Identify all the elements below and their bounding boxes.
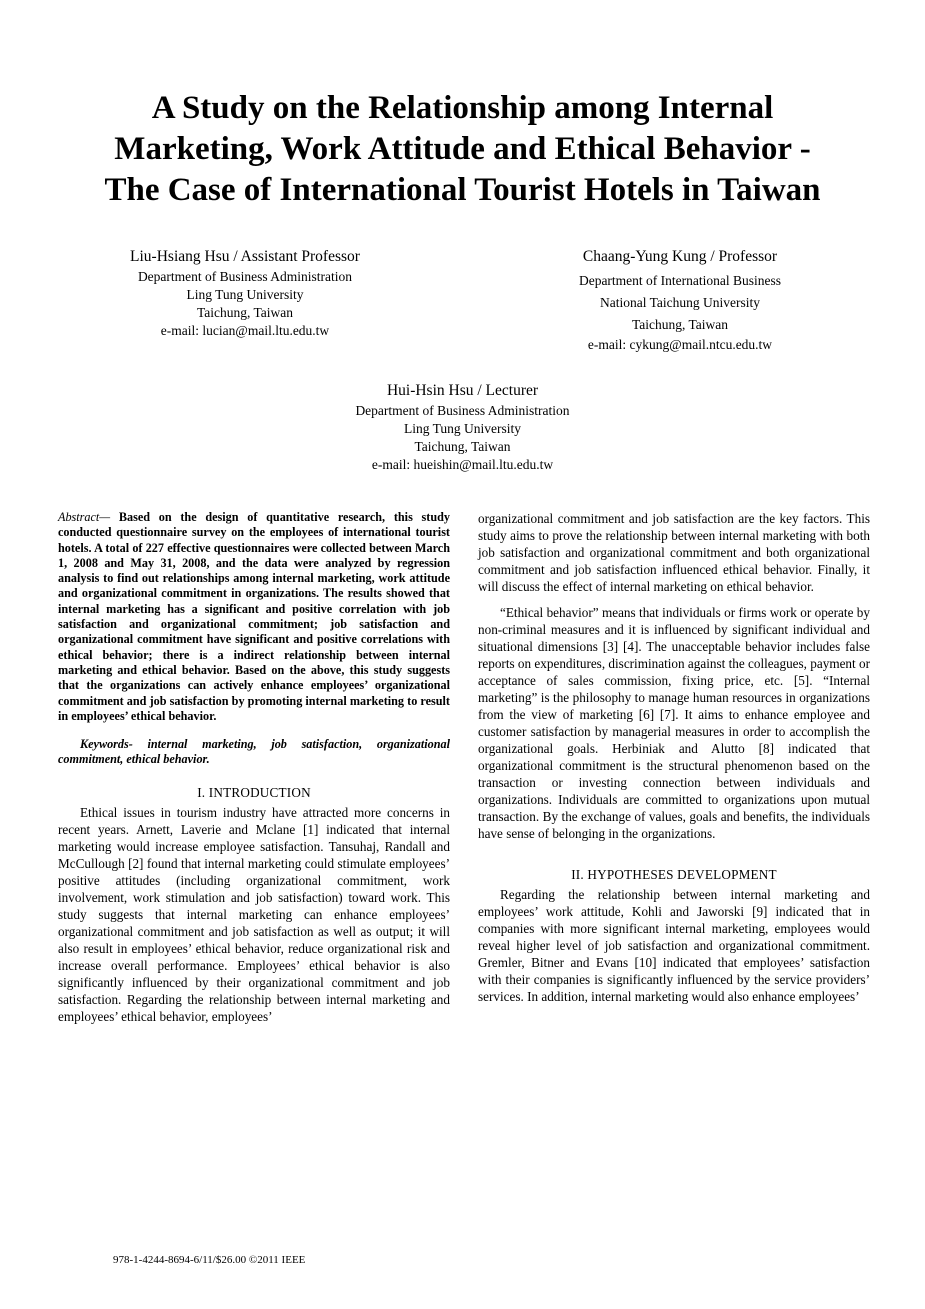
title-line: The Case of International Tourist Hotels in Taiwan bbox=[104, 172, 821, 208]
author-email: e-mail: cykung@mail.ntcu.edu.tw bbox=[587, 337, 773, 352]
author-department: Department of International Business bbox=[578, 273, 782, 288]
paragraph: “Ethical behavior” means that individuals or firms work or operate by non-criminal measures and it is influenced by significant individual and situational dimensions [3] [4]. The unacceptable behavior includes false reports on expenditures, discrimination against the colleagues, payment or acceptance of sales commission, fixing price, etc. [5]. “Internal marketing” is the philosophy to manage human resources in organizations from the view of marketing [6] [7]. It aims to enhance employee and customer satisfaction by managerial measures in order to accomplish the organizational goals. Herbiniak and Alutto [8] indicated that organizational commitment is the structural phenomenon based on the transaction or investing connection between individuals and organizations. Individuals are committed to organizations upon mutual transaction. By the exchange of values, goals and benefits, the individuals have sense of belonging in the organizations. bbox=[478, 605, 870, 841]
author-location: Taichung, Taiwan bbox=[631, 317, 729, 332]
paper-title bbox=[40, 88, 885, 211]
keywords: Keywords- internal marketing, job satisfaction, organizational commitment, ethical behavior. bbox=[58, 737, 450, 767]
paragraph: Ethical issues in tourism industry have attracted more concerns in recent years. Arnett, Laverie and Mclane [1] indicated that internal marketing would increase employee satisfaction. Tansuhaj, Randall and McCullough [2] found that internal marketing could stimulate employees’ positive attitudes (including organizational commitment, work involvement, work stimulation and job satisfaction) toward work. This study suggests that internal marketing can enhance employees’ organizational commitment and job satisfaction as well as output; it will also result in employees’ ethical behavior, reduce organizational risk and increase overall performance. Employees’ ethical behavior is also significantly influenced by their organizational commitment and job satisfaction. Regarding the relationship between internal marketing and employees’ ethical behavior, employees’ bbox=[58, 804, 450, 1024]
author-email: e-mail: lucian@mail.ltu.edu.tw bbox=[160, 323, 330, 338]
paragraph: organizational commitment and job satisfaction are the key factors. This study aims to prove the relationship between internal marketing with both job satisfaction and organizational commitment and both organizational commitment and job satisfaction influenced ethical behavior. Finally, it will discuss the effect of internal marketing on ethical behavior. bbox=[478, 511, 870, 594]
paragraph: Regarding the relationship between internal marketing and employees’ work attitude, Kohli and Jaworski [9] indicated that in companies with more significant internal marketing, employees would reveal higher level of job satisfaction and organizational commitment. Gremler, Bitner and Evans [10] indicated that employees’ satisfaction with their companies is significantly influenced by the service providers’ services. In addition, internal marketing would also enhance employees’ bbox=[478, 887, 870, 1004]
left-column bbox=[58, 510, 450, 1025]
author-department: Department of Business Administration bbox=[355, 403, 570, 418]
author-university: Ling Tung University bbox=[186, 287, 304, 302]
author-university: National Taichung University bbox=[599, 295, 761, 310]
author-block-2 bbox=[525, 246, 835, 354]
author-name: Hui-Hsin Hsu / Lecturer bbox=[386, 382, 539, 399]
author-department: Department of Business Administration bbox=[137, 269, 353, 284]
author-email: e-mail: hueishin@mail.ltu.edu.tw bbox=[371, 457, 554, 472]
section-heading-hypotheses: II. HYPOTHESES DEVELOPMENT bbox=[571, 867, 777, 882]
section-heading-introduction: I. INTRODUCTION bbox=[197, 784, 311, 800]
abstract-label: Abstract— bbox=[58, 510, 111, 524]
author-block-1 bbox=[90, 246, 400, 340]
right-column bbox=[478, 510, 870, 1005]
abstract bbox=[58, 510, 450, 724]
author-name: Chaang-Yung Kung / Professor bbox=[582, 248, 778, 265]
author-block-3 bbox=[300, 380, 625, 474]
author-university: Ling Tung University bbox=[403, 421, 522, 436]
title-line: A Study on the Relationship among Internal bbox=[151, 90, 774, 126]
copyright-footer: 978-1-4244-8694-6/11/$26.00 ©2011 IEEE bbox=[113, 1254, 306, 1266]
author-location: Taichung, Taiwan bbox=[196, 305, 294, 320]
author-name: Liu-Hsiang Hsu / Assistant Professor bbox=[130, 248, 360, 265]
author-location: Taichung, Taiwan bbox=[414, 439, 511, 454]
abstract-text: Based on the design of quantitative research, this study conducted questionnaire survey on the employees of international tourist hotels. A total of 227 effective questionnaires were collected between March 1, 2008 and May 31, 2008, and the data were analyzed by regression analysis to find out relationships among internal marketing, work attitude and organizational commitment in organizations. The results showed that internal marketing has a significant and positive correlation with job satisfaction and organizational commitment; job satisfaction and organizational commitment have significant and positive correlations with ethical behavior; there is a indirect relationship between internal marketing and ethical behavior. Based on the above, this study suggests that the organizations can actively enhance employees’ organizational commitment and job satisfaction by promoting internal marketing to result in employees’ ethical behavior. bbox=[58, 510, 450, 723]
title-line: Marketing, Work Attitude and Ethical Behavior - bbox=[114, 131, 811, 167]
